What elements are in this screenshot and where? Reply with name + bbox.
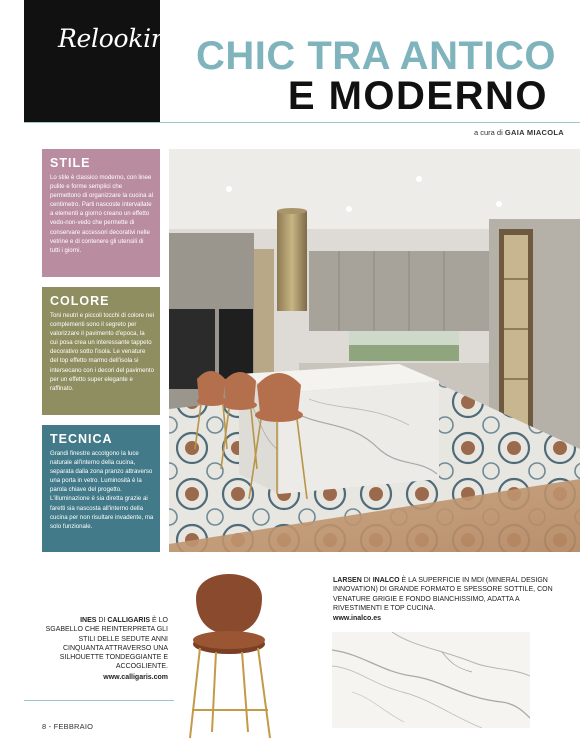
rubric-label: Relooking (58, 24, 183, 53)
ines-connector: DI (98, 617, 106, 624)
ines-website: www.calligaris.com (103, 673, 168, 681)
ines-caption (44, 616, 168, 682)
page-title-line2: E MODERNO (287, 74, 548, 118)
byline-prefix: a cura di (473, 128, 503, 137)
larsen-connector: DI (363, 577, 371, 584)
ines-stool-image (178, 560, 280, 740)
ines-brand: CALLIGARIS (107, 617, 151, 624)
sidebar-tecnica-heading: TECNICA (50, 432, 113, 446)
ines-product-name: INES (80, 617, 97, 624)
ines-description: È LO SGABELLO CHE REINTERPRETA GLI STILI DELLE SEDUTE ANNI CINQUANTA ATTRAVERSO UNA SILHOUETTE TONDEGGIANTE E ACCOGLIENTE. (45, 617, 168, 671)
bottom-divider (24, 700, 174, 701)
sidebar-stile-body: Lo stile è classico moderno, con linee pulite e forme semplici che permettono di organizzare la cucina al centimetro. Parti nascoste intervallate a elementi a giorno creano un effetto vedo-non-vedo che permette di conservare accessori decorativi nelle vetrine e di contenere gli utensili di tutti i giorni. (50, 174, 153, 254)
byline-author: GAIA MIACOLA (504, 128, 564, 137)
larsen-marble-sample (332, 632, 530, 728)
sidebar-tecnica (42, 425, 160, 552)
byline (474, 128, 564, 137)
rubric-banner (24, 0, 183, 122)
sidebar-stile (42, 149, 160, 277)
page-title-line1: CHIC TRA ANTICO (195, 34, 556, 78)
sidebar-colore (42, 287, 160, 415)
larsen-caption (333, 576, 553, 623)
larsen-website: www.inalco.es (333, 615, 381, 623)
sidebar-tecnica-body: Grandi finestre accolgono la luce naturale all'interno della cucina, separata dalla zona pranzo attraverso una porta in vetro. Luminosità è la parola chiave del progetto. L'illuminazione è sia diretta grazie ai faretti sia nascosta all'interno della cucina per non risultare invadente, ma solo funzionale. (50, 450, 154, 530)
larsen-brand: INALCO (372, 577, 400, 584)
larsen-product-name: LARSEN (333, 577, 362, 584)
page-folio: 8 - FEBBRAIO (42, 722, 94, 731)
top-divider (24, 122, 580, 123)
kitchen-photo (169, 149, 580, 552)
sidebar-colore-body: Toni neutri e piccoli tocchi di colore nei complementi sono il segreto per valorizzare il pavimento d'epoca, la cui posa crea un interessante tappeto decorativo sotto l'isola. Le venature del top effetto marmo dell'isola si intersecano con i decori del pavimento per un effetto super elegante e raffinato. (50, 312, 154, 392)
sidebar-stile-heading: STILE (50, 156, 91, 170)
sidebar-colore-heading: COLORE (50, 294, 110, 308)
larsen-description: È LA SUPERFICIE IN MDI (MINERAL DESIGN INNOVATION) DI GRANDE FORMATO E SPESSORE SOTTILE, CON VENATURE GRIGIE E FONDO BIANCHISSIMO, ADATTA A RIVESTIMENTI E TOP CUCINA. (333, 577, 553, 612)
